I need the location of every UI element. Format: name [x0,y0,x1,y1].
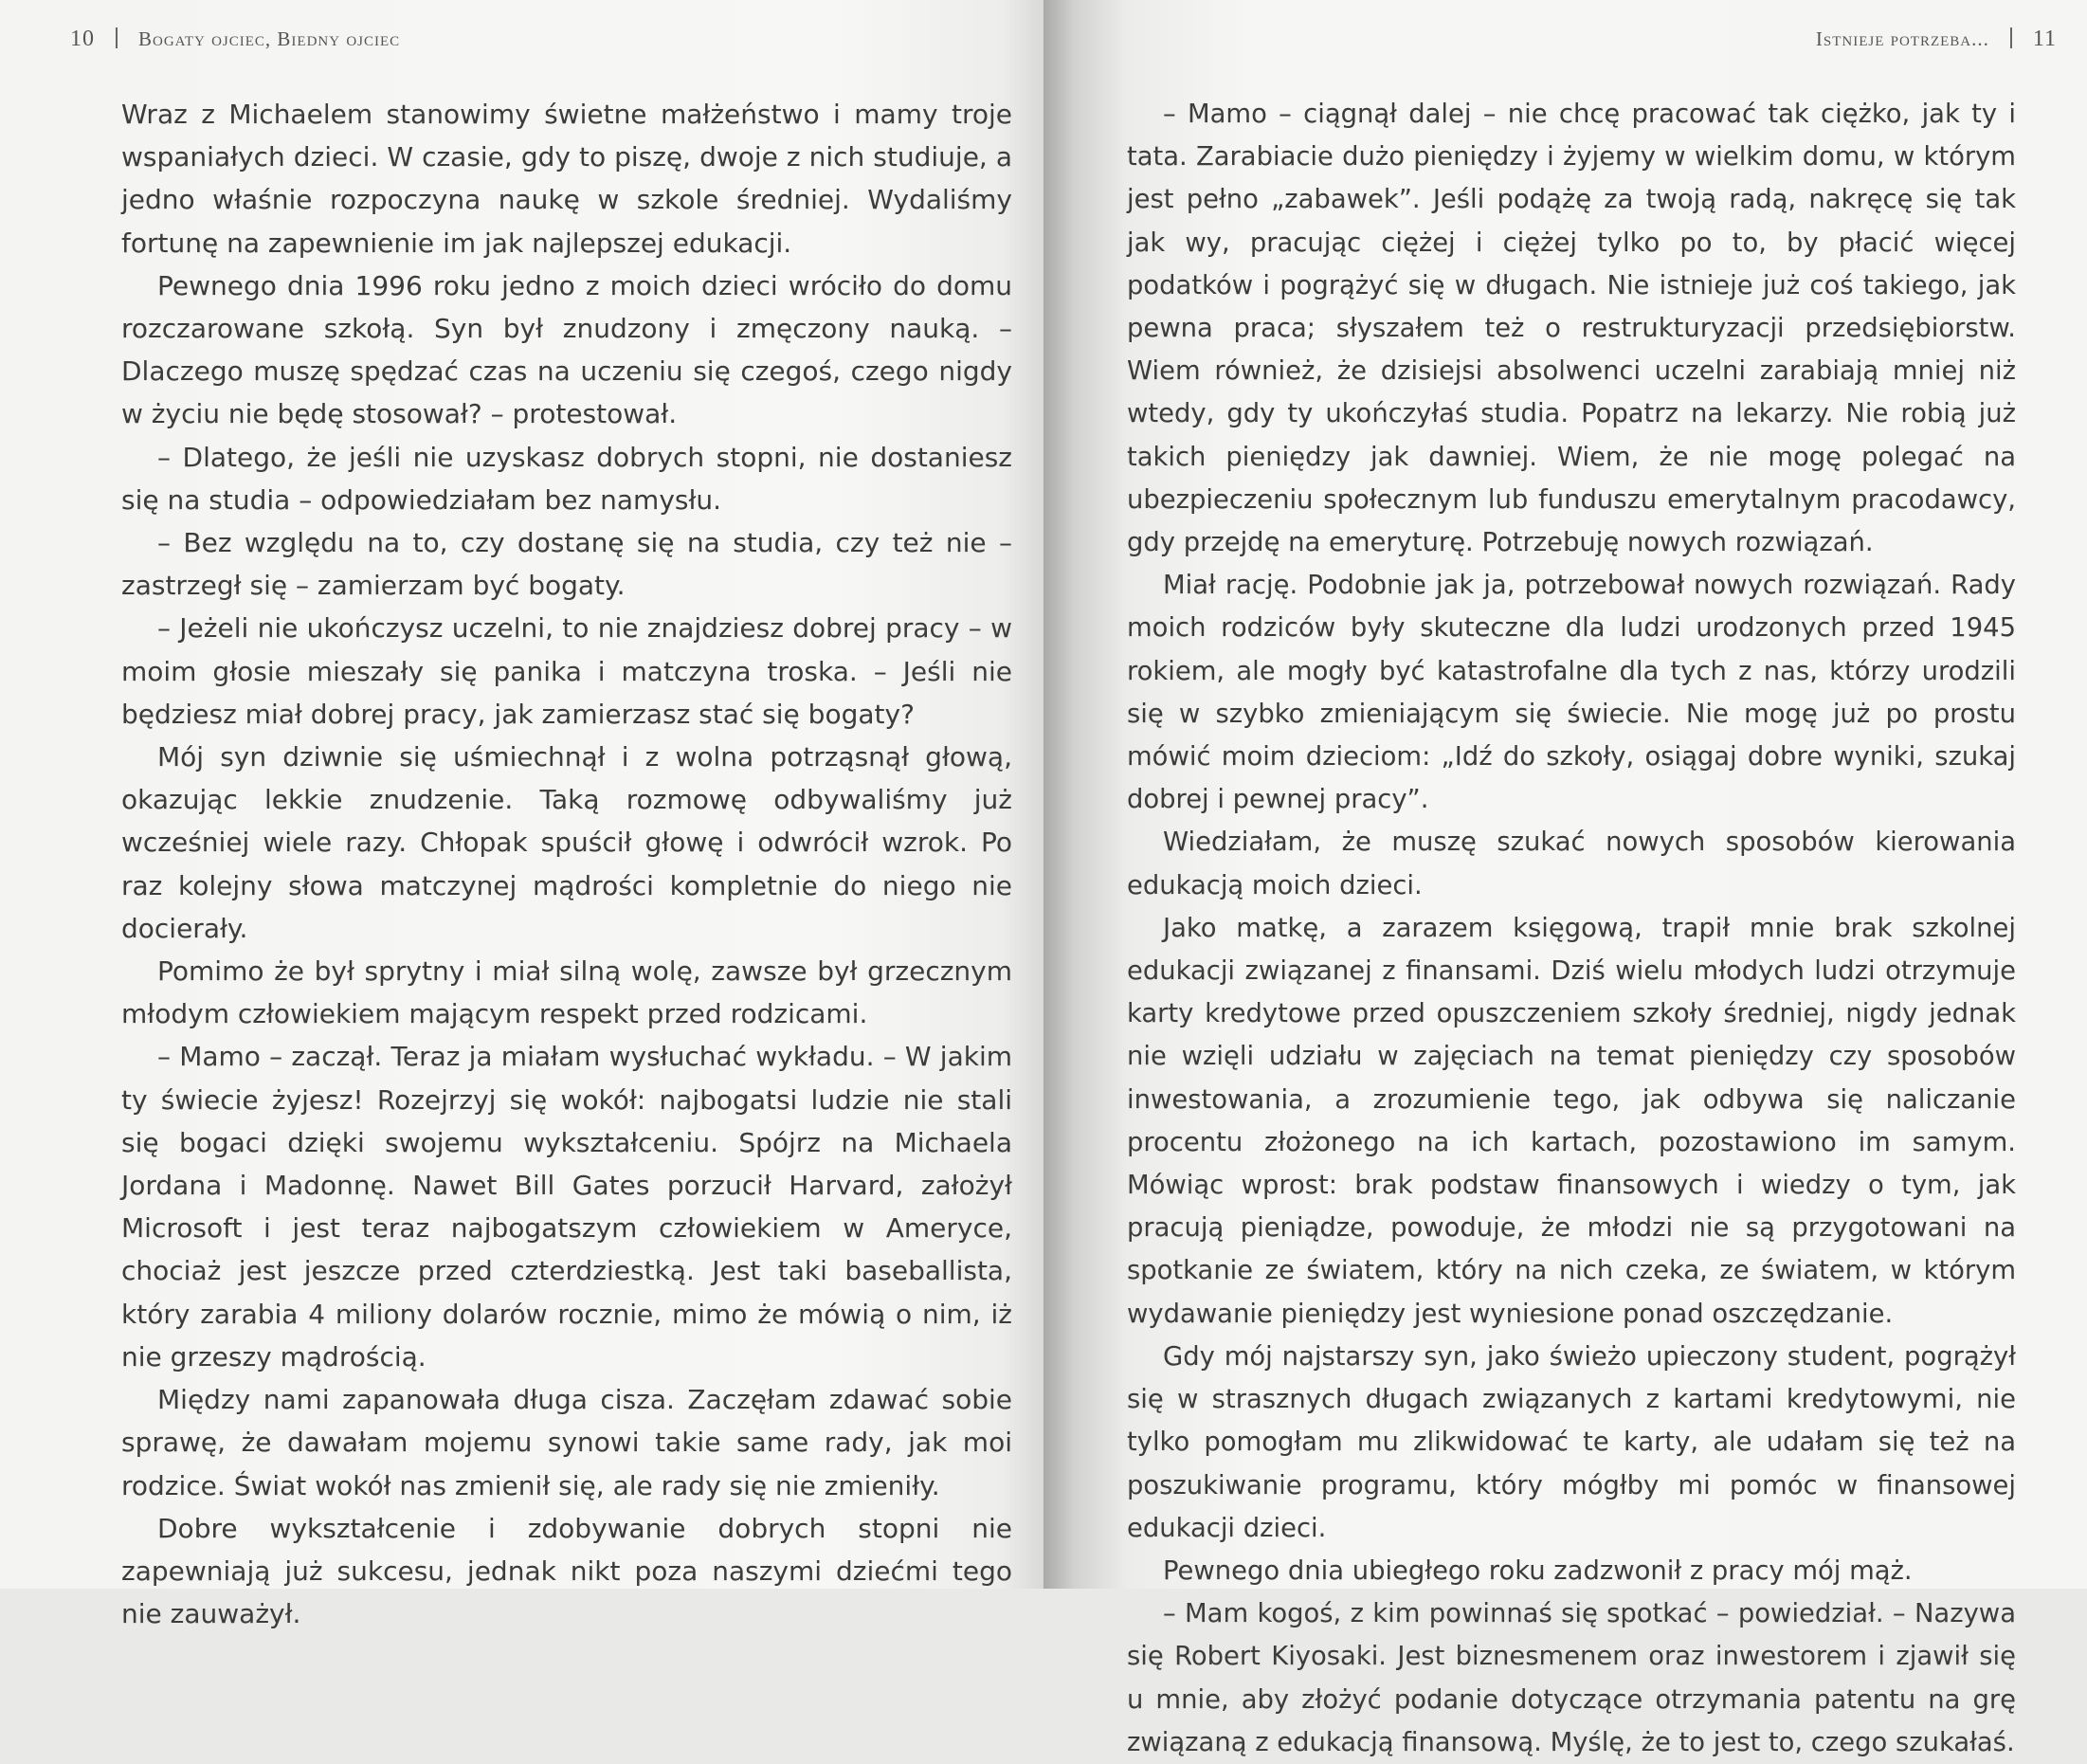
paragraph: Pewnego dnia ubiegłego roku zadzwonił z pracy mój mąż. [1163,1555,1913,1586]
left-page-header [70,27,400,52]
header-divider [116,27,118,48]
paragraph: Dobre wykształcenie i zdobywanie dobrych stopni nie zapewniają już sukcesu, jednak nikt poza naszymi dziećmi tego nie zauważył. [121,1512,1012,1630]
paragraph: – Mam kogoś, z kim powinnaś się spotkać – powiedział. – Nazywa się Robert Kiyosaki. Jest biznesmenem oraz inwestorem i zjawił się u mnie, aby złożyć podanie dotyczące otrzymania patentu na grę związaną z edukacją finansową. Myślę, że to jest to, czego szukałaś. [1127,1599,2016,1757]
paragraph: Miał rację. Podobnie jak ja, potrzebował nowych rozwiązań. Rady moich rodziców były skuteczne dla ludzi urodzonych przed 1945 rokiem, ale mogły być katastrofalne dla tych z nas, którzy urodzili się w szybko zmieniającym się świecie. Nie mogę już po prostu mówić moim dzieciom: „Idź do szkoły, osiągaj dobre wyniki, szukaj dobrej i pewnej pracy”. [1127,571,2016,815]
paragraph: – Jeżeli nie ukończysz uczelni, to nie znajdziesz dobrej pracy – w moim głosie mieszały się panika i matczyna troska. – Jeśli nie będziesz miał dobrej pracy, jak zamierzasz stać się bogaty? [121,612,1012,730]
paragraph: – Mamo – ciągnął dalej – nie chcę pracować tak ciężko, jak ty i tata. Zarabiacie dużo pieniędzy i żyjemy w wielkim domu, w którym jest pełno „zabawek”. Jeśli podążę za twoją radą, nakręcę się tak jak wy, pracując ciężej i ciężej tylko po to, by płacić więcej podatków i pogrążyć się w długach. Nie istnieje już coś takiego, jak pewna praca; słyszałem też o restrukturyzacji przedsiębiorstw. Wiem również, że dzisiejsi absolwenci uczelni zarabiają mniej niż wtedy, gdy ty ukończyłaś studia. Popatrz na lekarzy. Nie robią już takich pieniędzy jak dawniej. Wiem, że nie mogę polegać na ubezpieczeniu społecznym lub funduszu emerytalnym pracodawcy, gdy przejdę na emeryturę. Potrzebuję nowych rozwiązań. [1127,100,2016,558]
right-page-body [1127,93,2016,1764]
paragraph: Wraz z Michaelem stanowimy świetne małżeństwo i mamy troje wspaniałych dzieci. W czasie, gdy to piszę, dwoje z nich studiuje, a jedno właśnie rozpoczyna naukę w szkole średniej. Wydaliśmy fortunę na zapewnienie im jak najlepszej edukacji. [121,99,1012,259]
header-divider [2010,27,2012,48]
running-head: Bogaty ojciec, Biedny ojciec [138,27,401,50]
paragraph: Jako matkę, a zarazem księgową, trapił mnie brak szkolnej edukacji związanej z finansami. Dziś wielu młodych ludzi otrzymuje karty kredytowe przed opuszczeniem szkoły średniej, nigdy jednak nie wzięli udziału w zajęciach na temat pieniędzy czy sposobów inwestowania, a zrozumienie tego, jak odbywa się naliczanie procentu złożonego na ich kartach, pozostawiono im samym. Mówiąc wprost: brak podstaw finansowych i wiedzy o tym, jak pracują pieniądze, powoduje, że młodzi nie są przygotowani na spotkanie ze światem, który na nich czeka, ze światem, w którym wydawanie pieniędzy jest wyniesione ponad oszczędzanie. [1127,913,2016,1329]
left-page [0,0,1044,1630]
paragraph: Mój syn dziwnie się uśmiechnął i z wolna potrząsnął głową, okazując lekkie znudzenie. Taką rozmowę odbywaliśmy już wcześniej wiele razy. Chłopak spuścił głowę i odwrócił wzrok. Po raz kolejny słowa matczynej mądrości kompletnie do niego nie docierały. [121,741,1012,944]
paragraph: – Bez względu na to, czy dostanę się na studia, czy też nie – zastrzegł się – zamierzam być bogaty. [121,527,1012,602]
left-page-body [121,93,1012,1635]
paragraph: Między nami zapanowała długa cisza. Zaczęłam zdawać sobie sprawę, że dawałam mojemu synowi takie same rady, jak moi rodzice. Świat wokół nas zmienił się, ale rady się nie zmieniły. [121,1384,1012,1501]
paragraph: Gdy mój najstarszy syn, jako świeżo upieczony student, pogrążył się w strasznych długach związanych z kartami kredytowymi, nie tylko pomogłam mu zlikwidować te karty, ale udałam się też na poszukiwanie programu, który mógłby mi pomóc w finansowej edukacji dzieci. [1127,1341,2016,1543]
paragraph: – Dlatego, że jeśli nie uzyskasz dobrych stopni, nie dostaniesz się na studia – odpowiedziałam bez namysłu. [121,441,1012,516]
page-number: 10 [70,27,95,51]
paragraph: Pewnego dnia 1996 roku jedno z moich dzieci wróciło do domu rozczarowane szkołą. Syn był znudzony i zmęczony nauką. – Dlaczego muszę spędzać czas na uczeniu się czegoś, czego nigdy w życiu nie będę stosował? – protestował. [121,269,1012,430]
right-page-header [1816,27,2057,52]
right-page [1044,0,2087,1757]
paragraph: Pomimo że był sprytny i miał silną wolę, zawsze był grzecznym młodym człowiekiem mającym respekt przed rodzicami. [121,955,1012,1030]
paragraph: – Mamo – zaczął. Teraz ja miałam wysłuchać wykładu. – W jakim ty świecie żyjesz! Rozejrzyj się wokół: najbogatsi ludzie nie stali się bogaci dzięki swojemu wykształceniu. Spójrz na Michaela Jordana i Madonnę. Nawet Bill Gates porzucił Harvard, założył Microsoft i jest teraz najbogatszym człowiekiem w Ameryce, chociaż jest jeszcze przed czterdziestką. Jest taki baseballista, który zarabia 4 miliony dolarów rocznie, mimo że mówią o nim, iż nie grzeszy mądrością. [121,1041,1012,1373]
page-number: 11 [2032,27,2057,51]
running-head: Istnieje potrzeba... [1815,27,1989,50]
paragraph: Wiedziałam, że muszę szukać nowych sposobów kierowania edukacją moich dzieci. [1127,827,2016,900]
